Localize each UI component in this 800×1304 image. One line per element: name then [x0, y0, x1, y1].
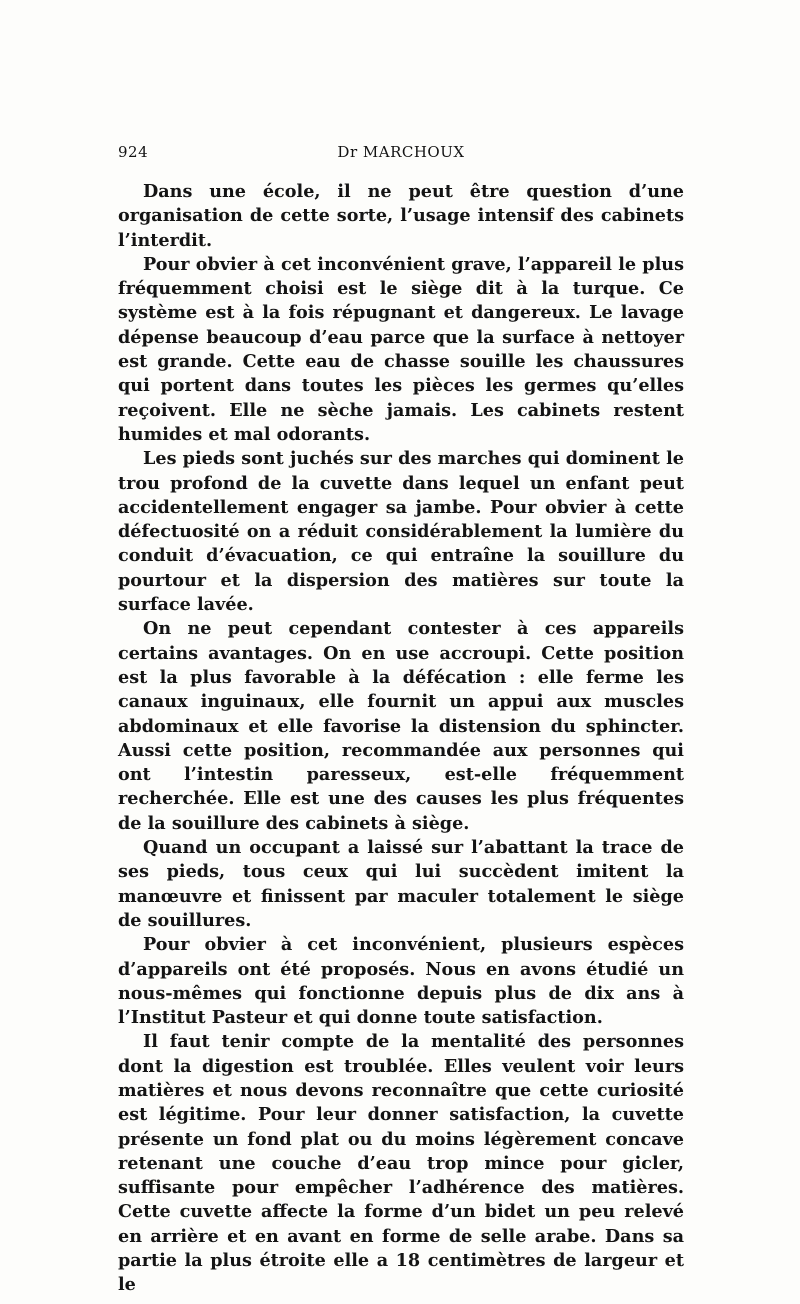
running-head: Dr MARCHOUX	[337, 143, 465, 161]
paragraph: On ne peut cependant contester à ces appareils certains avantages. On en use accroupi. Cette position est la plus favorable à la défécation : elle ferme les canaux inguinaux, elle fournit un appui aux muscles abdominaux et elle favorise la distension du sphincter. Aussi cette position, recommandée aux personnes qui ont l’intestin paresseux, est-elle fréquemment recherchée. Elle est une des causes les plus fréquentes de la souillure des cabinets à siège.	[118, 618, 684, 834]
paragraph: Pour obvier à cet inconvénient grave, l’appareil le plus fréquemment choisi est le siège dit à la turque. Ce système est à la fois répugnant et dangereux. Le lavage dépense beaucoup d’eau parce que la surface à nettoyer est grande. Cette eau de chasse souille les chaussures qui portent dans toutes les pièces les germes qu’elles reçoivent. Elle ne sèche jamais. Les cabinets restent humides et mal odorants.	[118, 253, 684, 445]
paragraph: Quand un occupant a laissé sur l’abattant la trace de ses pieds, tous ceux qui lui succèdent imitent la manœuvre et finissent par maculer totalement le siège de souillures.	[118, 837, 684, 931]
paragraph: Dans une école, il ne peut être question d’une organisation de cette sorte, l’usage intensif des cabinets l’interdit.	[118, 181, 684, 251]
paragraph: Les pieds sont juchés sur des marches qui dominent le trou profond de la cuvette dans lequel un enfant peut accidentellement engager sa jambe. Pour obvier à cette défectuosité on a réduit considérablement la lumière du conduit d’évacuation, ce qui entraîne la souillure du pourtour et la dispersion des matières sur toute la surface lavée.	[118, 448, 684, 616]
page-header	[118, 143, 684, 169]
body-text	[118, 180, 684, 1298]
page-number: 924	[118, 143, 149, 161]
paragraph: Il faut tenir compte de la mentalité des personnes dont la digestion est troublée. Elles veulent voir leurs matières et nous devons reconnaître que cette curiosité est légitime. Pour leur donner satisfaction, la cuvette présente un fond plat ou du moins légèrement concave retenant une couche d’eau trop mince pour gicler, suffisante pour empêcher l’adhérence des matières. Cette cuvette affecte la forme d’un bidet un peu relevé en arrière et en avant en forme de selle arabe. Dans sa partie la plus étroite elle a 18 centimètres de largeur et le	[118, 1031, 684, 1296]
paragraph: Pour obvier à cet inconvénient, plusieurs espèces d’appareils ont été proposés. Nous en avons étudié un nous-mêmes qui fonctionne depuis plus de dix ans à l’Institut Pasteur et qui donne toute satisfaction.	[118, 934, 684, 1029]
